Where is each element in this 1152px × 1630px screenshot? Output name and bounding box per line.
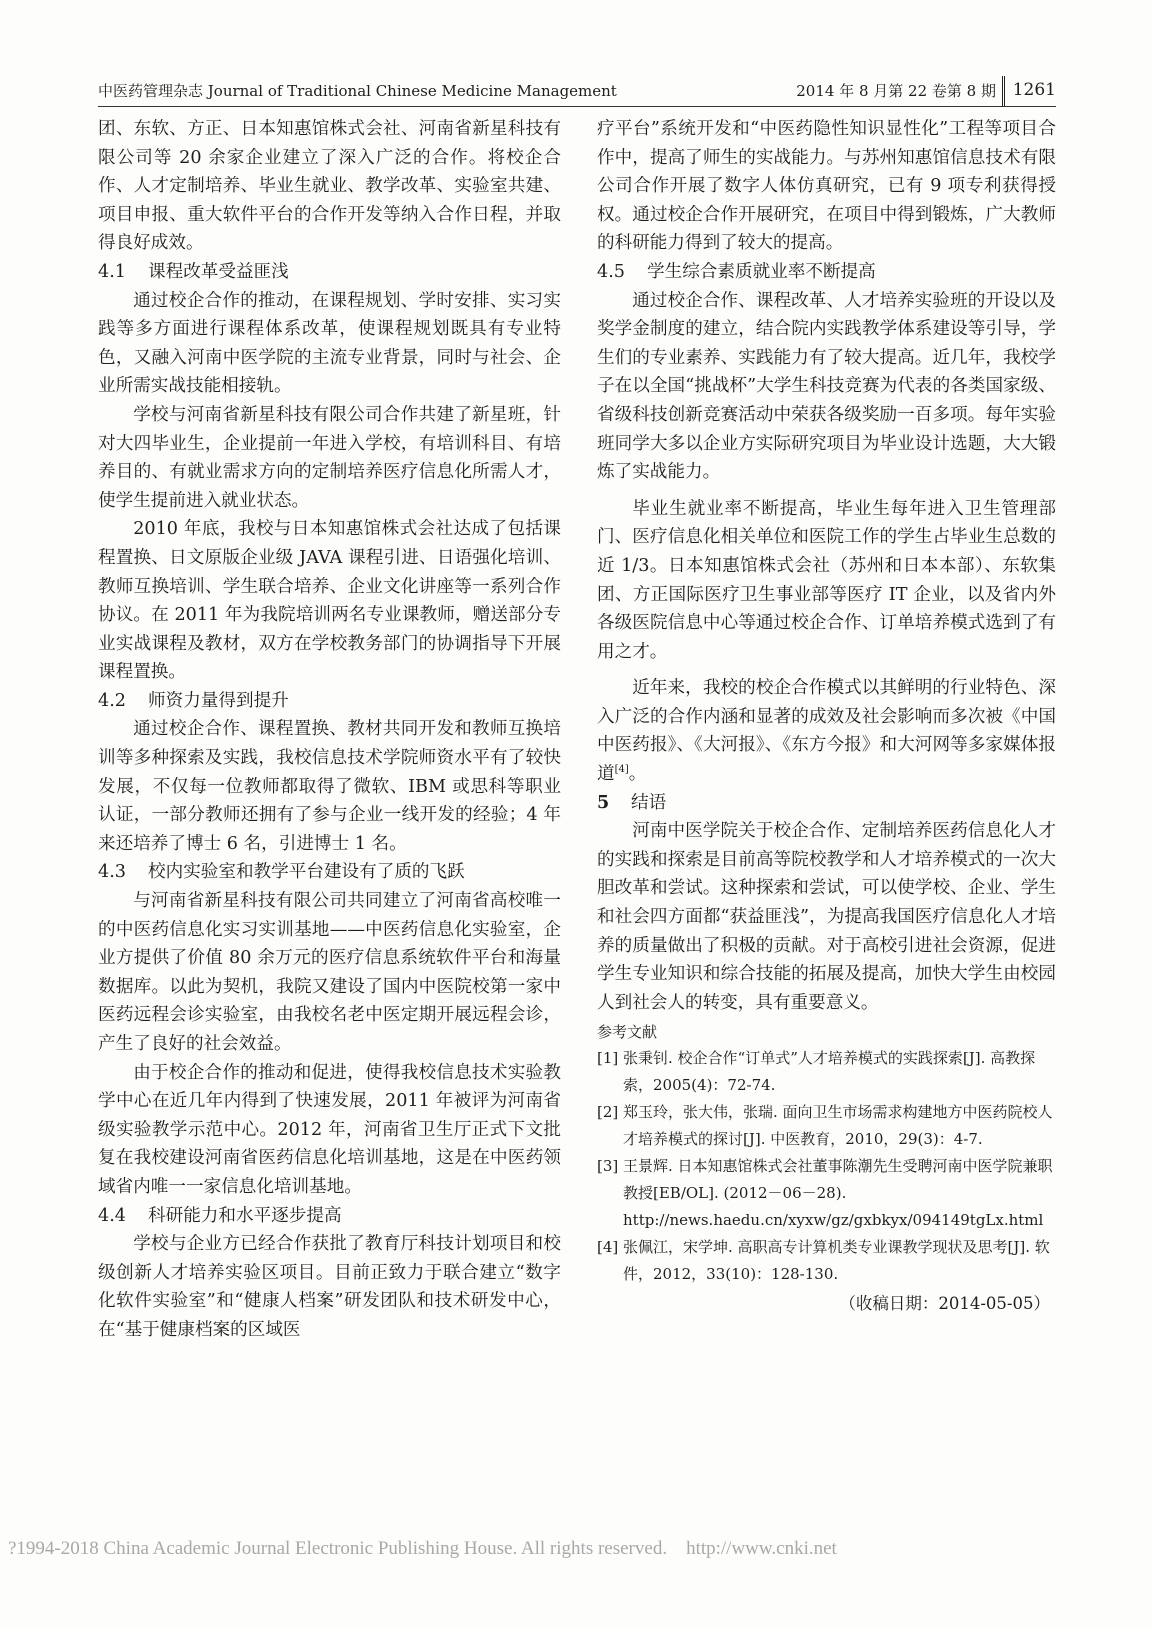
paragraph: 学校与河南省新星科技有限公司合作共建了新星班，针对大四毕业生，企业提前一年进入学校，有培训科目、有培养目的、有就业需求方向的定制培养医疗信息化所需人才，使学生提前进入就业状态。 bbox=[98, 404, 561, 511]
paragraph: 学校与企业方已经合作获批了教育厅科技计划项目和校级创新人才培养实验区项目。目前正致力于联合建立“数字化软件实验室”和“健康人档案”研发团队和技术研发中心，在“基于健康档案的区域医 bbox=[98, 1234, 561, 1340]
section-title: 课程改革受益匪浅 bbox=[148, 261, 289, 282]
reference-item: [3] 王景辉. 日本知惠馆株式会社董事陈潮先生受聘河南中医学院兼职教授[EB/OL]. (2012－06－28). http://news.haedu.cn/xyxw/gz/gxbkyx/094149tgLx.html bbox=[597, 1157, 1053, 1230]
spacer bbox=[597, 487, 1056, 495]
reference-item: [2] 郑玉玲，张大伟，张瑞. 面向卫生市场需求构建地方中医药院校人才培养模式的探讨[J]. 中医教育，2010，29(3)：4-7. bbox=[597, 1103, 1053, 1149]
copyright-footer: ?1994-2018 China Academic Journal Electronic Publishing House. All rights reserved. http://www.cnki.net bbox=[8, 1538, 837, 1559]
paragraph: 由于校企合作的推动和促进，使得我校信息技术实验教学中心在近几年内得到了快速发展，2011 年被评为河南省级实验教学示范中心。2012 年，河南省卫生厅正式下文批复在我校建设河南省医药信息化培训基地，这是在中医药领域省内唯一一家信息化培训基地。 bbox=[98, 1062, 561, 1197]
section-number: 4.4 bbox=[98, 1205, 126, 1226]
section-heading-4-5 bbox=[597, 258, 1056, 287]
section-title: 师资力量得到提升 bbox=[148, 690, 289, 711]
section-heading-5 bbox=[597, 789, 1056, 818]
paragraph bbox=[597, 674, 1056, 788]
section-number: 5 bbox=[597, 791, 610, 813]
paragraph: 通过校企合作的推动，在课程规划、学时安排、实习实践等多方面进行课程体系改革，使课程规划既具有专业特色，又融入河南中医学院的主流专业背景，同时与社会、企业所需实战技能相接轨。 bbox=[98, 290, 561, 397]
spacer bbox=[597, 666, 1056, 674]
paragraph: 疗平台”系统开发和“中医药隐性知识显性化”工程等项目合作中，提高了师生的实战能力。与苏州知惠馆信息技术有限公司合作开展了数字人体仿真研究，已有 9 项专利获得授权。通过校企合作开展研究，在项目中得到锻炼，广大教师的科研能力得到了较大的提高。 bbox=[597, 119, 1056, 254]
section-title: 结语 bbox=[631, 792, 667, 813]
paragraph: 河南中医学院关于校企合作、定制培养医药信息化人才的实践和探索是目前高等院校教学和人才培养模式的一次大胆改革和尝试。这种探索和尝试，可以使学校、企业、学生和社会四方面都“获益匪浅”，为提高我国医疗信息化人才培养的质量做出了积极的贡献。对于高校引进社会资源，促进学生专业知识和综合技能的拓展及提高，加快大学生由校园人到社会人的转变，具有重要意义。 bbox=[597, 821, 1056, 1013]
paragraph: 与河南省新星科技有限公司共同建立了河南省高校唯一的中医药信息化实习实训基地——中医药信息化实验室，企业方提供了价值 80 余万元的医疗信息系统软件平台和海量数据库。以此为契机，我院又建设了国内中医院校第一家中医药远程会诊实验室，由我校名老中医定期开展远程会诊，产生了良好的社会效益。 bbox=[98, 891, 561, 1054]
running-header bbox=[98, 76, 1056, 107]
reference-item: [1] 张秉钊. 校企合作“订单式”人才培养模式的实践探索[J]. 高教探索，2005(4)：72-74. bbox=[597, 1049, 1036, 1095]
issue-info: 2014 年 8 月第 22 卷第 8 期 bbox=[796, 82, 996, 100]
section-number: 4.1 bbox=[98, 261, 126, 282]
page-number: 1261 bbox=[1002, 76, 1056, 106]
paragraph: 2010 年底，我校与日本知惠馆株式会社达成了包括课程置换、日文原版企业级 JAVA 课程引进、日语强化培训、教师互换培训、学生联合培养、企业文化讲座等一系列合作协议。在 2011 年为我院培训两名专业课教师，赠送部分专业实战课程及教材，双方在学校教务部门的协调指导下开展课程置换。 bbox=[98, 519, 561, 683]
section-title: 校内实验室和教学平台建设有了质的飞跃 bbox=[148, 862, 465, 883]
right-column bbox=[597, 115, 1056, 1320]
references-heading: 参考文献 bbox=[597, 1023, 658, 1042]
received-date: （收稿日期：2014-05-05） bbox=[839, 1294, 1050, 1314]
citation-marker: [4] bbox=[614, 764, 629, 776]
section-heading-4-1 bbox=[98, 258, 561, 287]
section-heading-4-2 bbox=[98, 687, 561, 716]
paragraph-end: 。 bbox=[628, 764, 647, 785]
section-title: 学生综合素质就业率不断提高 bbox=[647, 261, 876, 282]
paragraph-text: 近年来，我校的校企合作模式以其鲜明的行业特色、深入广泛的合作内涵和显著的成效及社会影响而多次被《中国中医药报》、《大河报》、《东方今报》和大河网等多家媒体报道 bbox=[597, 678, 1056, 785]
section-number: 4.3 bbox=[98, 862, 126, 883]
section-title: 科研能力和水平逐步提高 bbox=[148, 1205, 342, 1226]
reference-item: [4] 张佩江，宋学坤. 高职高专计算机类专业课教学现状及思考[J]. 软件，2012，33(10)：128-130. bbox=[597, 1238, 1050, 1284]
left-column bbox=[98, 115, 561, 1345]
paragraph: 团、东软、方正、日本知惠馆株式会社、河南省新星科技有限公司等 20 余家企业建立了深入广泛的合作。将校企合作、人才定制培养、毕业生就业、教学改革、实验室共建、项目申报、重大软件平台的合作开发等纳入合作日程，并取得良好成效。 bbox=[98, 119, 561, 254]
section-heading-4-4 bbox=[98, 1202, 561, 1231]
paragraph: 通过校企合作、课程置换、教材共同开发和教师互换培训等多种探索及实践，我校信息技术学院师资水平有了较快发展，不仅每一位教师都取得了微软、IBM 或思科等职业认证，一部分教师还拥有了参与企业一线开发的经验；4 年来还培养了博士 6 名，引进博士 1 名。 bbox=[98, 719, 561, 854]
paragraph: 通过校企合作、课程改革、人才培养实验班的开设以及奖学金制度的建立，结合院内实践教学体系建设等引导，学生们的专业素养、实践能力有了较大提高。近几年，我校学子在以全国“挑战杯”大学生科技竞赛为代表的各类国家级、省级科技创新竞赛活动中荣获各级奖励一百多项。每年实验班同学大多以企业方实际研究项目为毕业设计选题，大大锻炼了实战能力。 bbox=[597, 290, 1056, 483]
journal-title: 中医药管理杂志 Journal of Traditional Chinese Medicine Management bbox=[98, 82, 617, 100]
section-heading-4-3 bbox=[98, 858, 561, 887]
section-number: 4.2 bbox=[98, 690, 126, 711]
section-number: 4.5 bbox=[597, 261, 625, 282]
paragraph: 毕业生就业率不断提高，毕业生每年进入卫生管理部门、医疗信息化相关单位和医院工作的学生占毕业生总数的近 1/3。日本知惠馆株式会社（苏州和日本本部）、东软集团、方正国际医疗卫生事业部等医疗 IT 企业，以及省内外各级医院信息中心等通过校企合作、订单培养模式选到了有用之才。 bbox=[597, 498, 1056, 662]
